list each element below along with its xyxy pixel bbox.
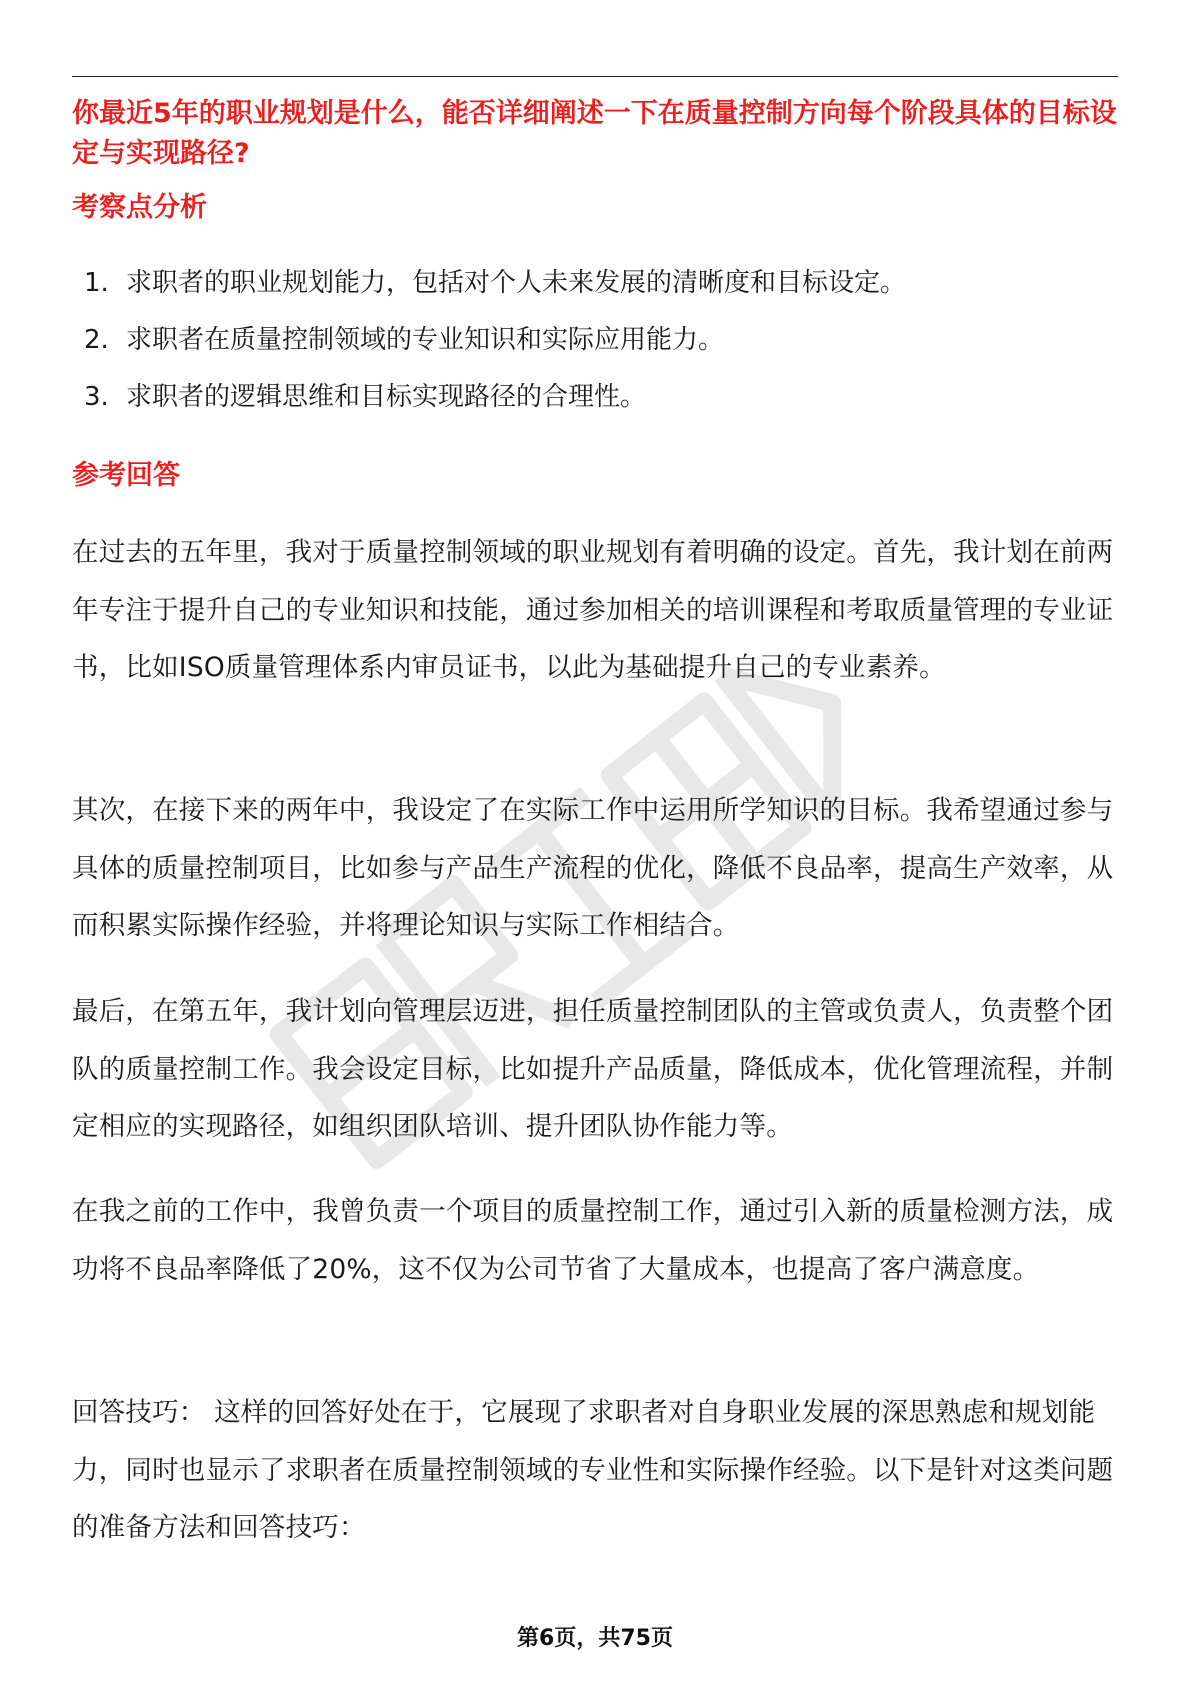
list-item-text: 求职者的逻辑思维和目标实现路径的合理性。 (126, 382, 647, 412)
list-item (84, 379, 1114, 436)
list-item (84, 322, 1114, 379)
answer-paragraph: 其次，在接下来的两年中，我设定了在实际工作中运用所学知识的目标。我希望通过参与具体的质量控制项目，比如参与产品生产流程的优化，降低不良品率，提高生产效率，从而积累实际操作经验，并将理论知识与实际工作相结合。 (72, 795, 1114, 941)
answer-paragraph: 最后，在第五年，我计划向管理层迈进，担任质量控制团队的主管或负责人，负责整个团队的质量控制工作。我会设定目标，比如提升产品质量，降低成本，优化管理流程，并制定相应的实现路径，如组织团队培训、提升团队协作能力等。 (72, 996, 1114, 1142)
analysis-heading: 考察点分析 (72, 192, 207, 223)
page-number: 第6页，共75页 (517, 1626, 673, 1651)
list-item-number: 2. (84, 325, 109, 355)
answer-heading: 参考回答 (72, 460, 180, 491)
question-title: 你最近5年的职业规划是什么，能否详细阐述一下在质量控制方向每个阶段具体的目标设定与实现路径? (72, 98, 1117, 169)
list-item-text: 求职者在质量控制领域的专业知识和实际应用能力。 (126, 325, 725, 355)
answer-paragraph: 在过去的五年里，我对于质量控制领域的职业规划有着明确的设定。首先，我计划在前两年专注于提升自己的专业知识和技能，通过参加相关的培训课程和考取质量管理的专业证书，比如ISO质量管理体系内审员证书，以此为基础提升自己的专业素养。 (72, 537, 1114, 683)
top-divider (72, 76, 1118, 77)
list-item-number: 3. (84, 382, 109, 412)
list-item-text: 求职者的职业规划能力，包括对个人未来发展的清晰度和目标设定。 (126, 268, 907, 298)
analysis-points-list (84, 265, 1114, 436)
answer-tips-paragraph: 回答技巧： 这样的回答好处在于，它展现了求职者对自身职业发展的深思熟虑和规划能力，同时也显示了求职者在质量控制领域的专业性和实际操作经验。以下是针对这类问题的准备方法和回答技巧： (72, 1397, 1114, 1543)
list-item (84, 265, 1114, 322)
list-item-number: 1. (84, 268, 109, 298)
answer-paragraph: 在我之前的工作中，我曾负责一个项目的质量控制工作，通过引入新的质量检测方法，成功将不良品率降低了20%，这不仅为公司节省了大量成本，也提高了客户满意度。 (72, 1196, 1114, 1285)
